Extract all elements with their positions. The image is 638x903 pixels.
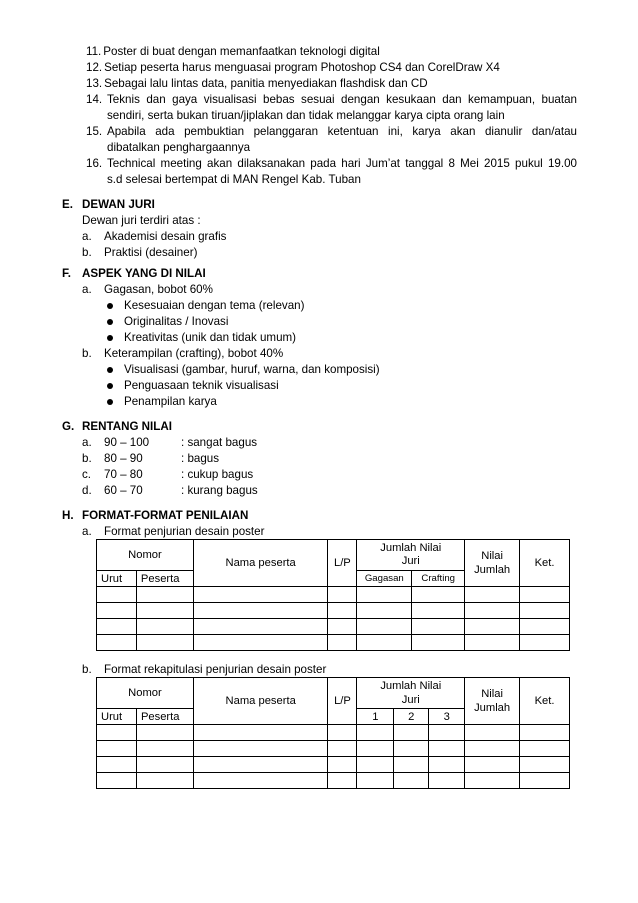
table-row <box>97 773 570 789</box>
bullet-text: Originalitas / Inovasi <box>124 315 229 328</box>
header-nilai-jumlah <box>465 678 520 725</box>
header-crafting: Crafting <box>412 571 465 587</box>
header-ket: Ket. <box>520 540 570 587</box>
header-jumlah-nilai <box>357 678 465 709</box>
header-nama: Nama peserta <box>193 678 328 725</box>
list-text: sendiri, serta bukan tiruan/jiplakan dan tidak melanggar karya cipta orang lain <box>107 109 505 122</box>
list-label: c. <box>82 468 92 481</box>
range-value: 70 – 80 <box>104 468 143 481</box>
section-intro: Dewan juri terdiri atas : <box>82 214 201 227</box>
bullet-text: Penguasaan teknik visualisasi <box>124 379 279 392</box>
list-number: 14. <box>86 93 103 106</box>
list-label: a. <box>82 525 92 538</box>
list-number: 16. <box>86 157 103 170</box>
bullet-text: Visualisasi (gambar, huruf, warna, dan komposisi) <box>124 363 380 376</box>
section-title: FORMAT-FORMAT PENILAIAN <box>82 509 249 522</box>
header-nilai-line: Nilai <box>481 688 503 700</box>
header-juri-3: 3 <box>429 709 465 725</box>
list-label: b. <box>82 452 92 465</box>
list-text: Setiap peserta harus menguasai program Photoshop CS4 dan CorelDraw X4 <box>104 61 500 74</box>
list-text: Poster di buat dengan memanfaatkan teknologi digital <box>103 45 380 58</box>
section-letter: H. <box>62 509 74 522</box>
section-letter: G. <box>62 420 75 433</box>
list-item <box>86 44 380 60</box>
header-nilai-line: Jumlah <box>474 702 511 714</box>
list-label: a. <box>82 283 92 296</box>
section-title: ASPEK YANG DI NILAI <box>82 267 206 280</box>
range-value: 90 – 100 <box>104 436 150 449</box>
list-item <box>86 60 500 76</box>
table-rekapitulasi <box>96 677 570 789</box>
table-row <box>97 741 570 757</box>
section-title: DEWAN JURI <box>82 198 155 211</box>
header-peserta: Peserta <box>136 571 193 587</box>
list-number: 15. <box>86 125 103 138</box>
header-nomor: Nomor <box>97 540 194 571</box>
list-label: a. <box>82 230 92 243</box>
range-desc: : cukup bagus <box>181 468 254 481</box>
table-row <box>97 603 570 619</box>
list-text: dibatalkan penghargaannya <box>107 141 251 154</box>
header-urut: Urut <box>97 709 137 725</box>
table-penjurian <box>96 539 570 651</box>
list-text: Apabila ada pembuktian pelanggaran ketentuan ini, karya akan dianulir dan/atau <box>107 125 577 138</box>
header-ket: Ket. <box>520 678 570 725</box>
list-label: d. <box>82 484 92 497</box>
table-caption: Format penjurian desain poster <box>104 525 265 538</box>
header-peserta: Peserta <box>136 709 193 725</box>
list-number: 13. <box>86 77 103 90</box>
table-caption: Format rekapitulasi penjurian desain poster <box>104 663 327 676</box>
table-row <box>97 587 570 603</box>
header-nomor: Nomor <box>97 678 194 709</box>
list-text: Sebagai lalu lintas data, panitia menyediakan flashdisk dan CD <box>104 77 428 90</box>
list-text: s.d selesai bertempat di MAN Rengel Kab. Tuban <box>107 173 361 186</box>
table-row <box>97 757 570 773</box>
bullet-text: Penampilan karya <box>124 395 217 408</box>
list-number: 11. <box>86 45 102 58</box>
list-text: Gagasan, bobot 60% <box>104 283 213 296</box>
list-text: Akademisi desain grafis <box>104 230 227 243</box>
header-nama: Nama peserta <box>193 540 328 587</box>
list-text: Technical meeting akan dilaksanakan pada hari Jum’at tanggal 8 Mei 2015 pukul 19.00 <box>107 157 577 170</box>
header-jumlah-line: Juri <box>401 694 420 706</box>
header-juri-2: 2 <box>394 709 429 725</box>
list-label: b. <box>82 246 92 259</box>
section-letter: F. <box>62 267 72 280</box>
table-row <box>97 619 570 635</box>
header-lp: L/P <box>328 540 357 587</box>
header-jumlah-nilai <box>357 540 465 571</box>
bullet-icon <box>107 335 113 341</box>
bullet-icon <box>107 303 113 309</box>
bullet-text: Kesesuaian dengan tema (relevan) <box>124 299 305 312</box>
header-lp: L/P <box>328 678 357 725</box>
bullet-icon <box>107 383 113 389</box>
bullet-icon <box>107 367 113 373</box>
header-jumlah-line: Jumlah Nilai <box>380 542 442 554</box>
header-jumlah-line: Juri <box>401 555 420 567</box>
header-juri-1: 1 <box>357 709 394 725</box>
header-nilai-line: Nilai <box>481 550 503 562</box>
list-number: 12. <box>86 61 103 74</box>
list-text: Keterampilan (crafting), bobot 40% <box>104 347 284 360</box>
list-text: Praktisi (desainer) <box>104 246 198 259</box>
range-value: 80 – 90 <box>104 452 143 465</box>
header-jumlah-line: Jumlah Nilai <box>380 680 442 692</box>
bullet-text: Kreativitas (unik dan tidak umum) <box>124 331 297 344</box>
bullet-icon <box>107 319 113 325</box>
list-text: Teknis dan gaya visualisasi bebas sesuai dengan kesukaan dan kemampuan, buatan <box>107 93 577 106</box>
header-urut: Urut <box>97 571 137 587</box>
range-desc: : kurang bagus <box>181 484 258 497</box>
table-row <box>97 725 570 741</box>
table-row <box>97 635 570 651</box>
list-label: a. <box>82 436 92 449</box>
section-title: RENTANG NILAI <box>82 420 172 433</box>
bullet-icon <box>107 399 113 405</box>
range-desc: : bagus <box>181 452 220 465</box>
range-desc: : sangat bagus <box>181 436 258 449</box>
list-label: b. <box>82 663 92 676</box>
header-nilai-jumlah <box>465 540 520 587</box>
header-gagasan: Gagasan <box>357 571 412 587</box>
list-label: b. <box>82 347 92 360</box>
range-value: 60 – 70 <box>104 484 143 497</box>
list-item <box>86 76 428 92</box>
header-nilai-line: Jumlah <box>474 564 511 576</box>
section-letter: E. <box>62 198 73 211</box>
